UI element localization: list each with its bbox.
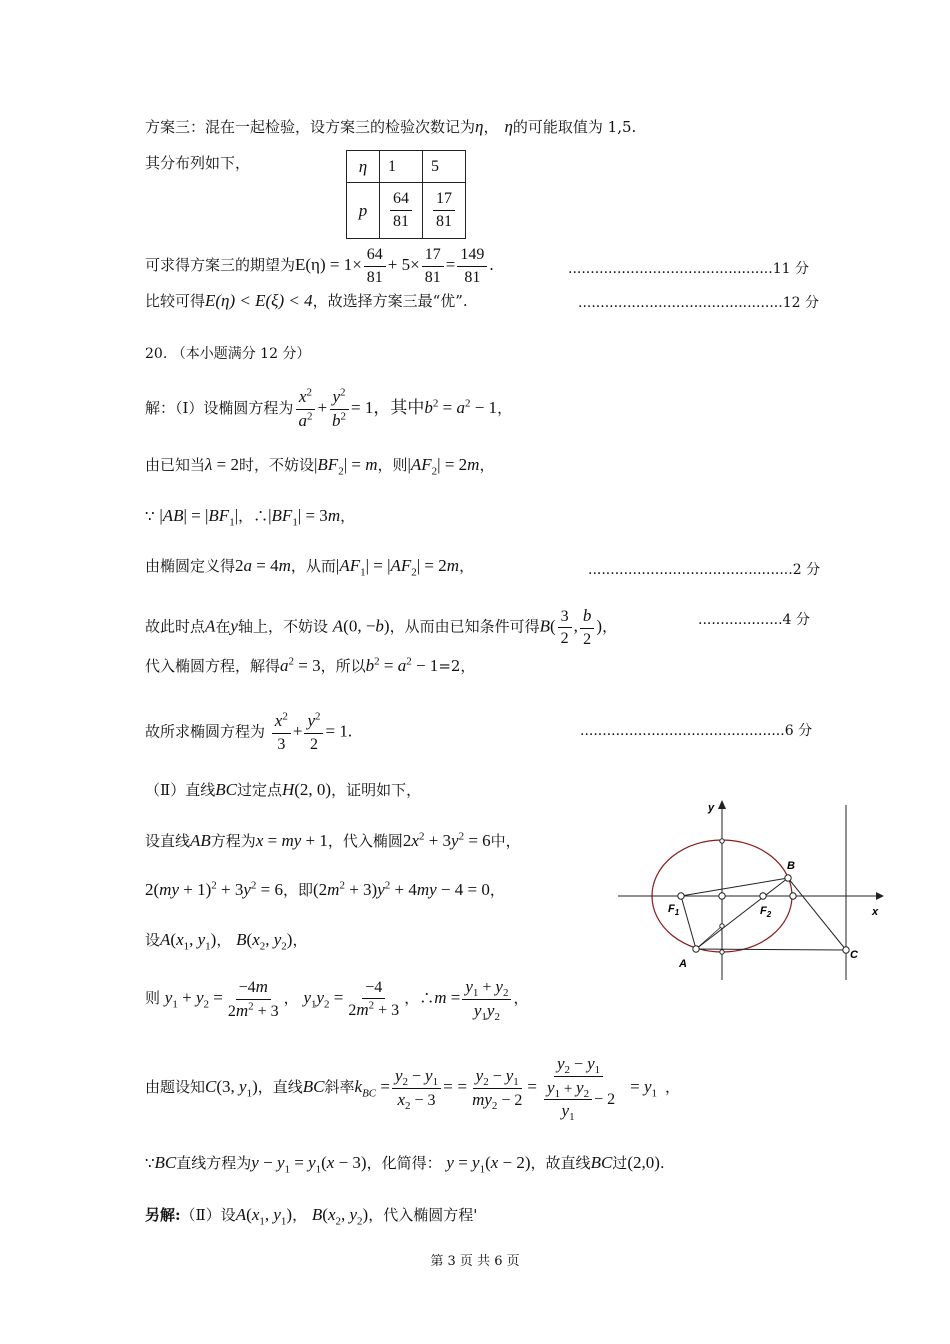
score-2: ..............................................2 分 xyxy=(588,562,821,578)
x-axis-arrow xyxy=(876,892,884,900)
alt-solution-label: 另解: xyxy=(145,1206,181,1224)
text: ， xyxy=(479,456,495,474)
text: 由题设知 xyxy=(145,1078,206,1097)
table-cell-5: 5 xyxy=(423,151,466,183)
formula: + 5× xyxy=(387,255,420,275)
segment-AC xyxy=(696,949,846,950)
point-y-top xyxy=(720,839,724,843)
formula: E(η) = 1× xyxy=(295,255,362,275)
text: ，故选择方案三最“优”. xyxy=(312,292,468,310)
text: ，从而由已知条件可得 xyxy=(389,617,540,636)
text: （Ⅱ）设 xyxy=(180,1206,236,1224)
text: ，化简得： xyxy=(366,1154,442,1172)
point-F1 xyxy=(678,893,684,899)
text: ，代入椭圆方程' xyxy=(368,1206,478,1224)
table-header-eta: η xyxy=(347,151,380,183)
text: 过定点 xyxy=(236,781,282,799)
text: ∵ xyxy=(145,507,155,525)
text: 的可能取值为 1,5. xyxy=(512,118,637,136)
point-origin xyxy=(719,893,725,899)
expectation-line: 可求得方案三的期望为E(η) = 1× $\frac{64}{81}$ + 5× $\frac{17}{81}$ = $\frac{149}{81}$ . xyxy=(145,246,494,286)
text: 故此时点 xyxy=(145,617,206,636)
text: 过 xyxy=(612,1154,628,1172)
text: ，即 xyxy=(282,881,313,899)
text: （Ⅱ）直线 xyxy=(145,781,216,799)
q20-line2: 由已知当λ = 2时，不妨设$|BF_2| = m$，则$|AF_2| = 2m$， xyxy=(145,455,495,478)
text: ， xyxy=(489,881,505,899)
label-y: y xyxy=(708,802,715,814)
text: 方案三：混在一起检验，设方案三的检验次数记为 xyxy=(145,118,476,136)
plan3-line1: 方案三：混在一起检验，设方案三的检验次数记为η， η的可能取值为 1,5. xyxy=(145,117,637,136)
text: ， xyxy=(459,557,475,575)
segment-F1B xyxy=(681,878,788,896)
point-H xyxy=(790,893,796,899)
text: ， xyxy=(602,617,618,636)
label-A: A xyxy=(679,958,687,970)
compare-line xyxy=(145,292,468,309)
q20-part2-line2: 设直线AB方程为x = my + 1，代入椭圆$2x^2 + 3y^2 = 6$中， xyxy=(145,830,521,850)
distribution-table xyxy=(346,150,466,239)
text: 由已知当 xyxy=(145,456,206,474)
formula: . xyxy=(489,255,494,275)
q20-line3: ∵ $|AB| = |BF_1|$，$\therefore|BF_1| = 3m$， xyxy=(145,506,356,529)
y-axis-arrow xyxy=(718,800,726,809)
segment-F1A xyxy=(681,896,696,949)
formula: = 1. xyxy=(325,721,353,741)
text: ， xyxy=(665,1078,681,1097)
label-x: x xyxy=(872,906,879,918)
text: ，代入椭圆 xyxy=(327,832,403,850)
text: 故所求椭圆方程为 xyxy=(145,722,266,741)
q20-part2-line5: 则 $y_1 + y_2$ = $\frac{-4m}{2m^2 + 3}$ ， $y_1y_2$ = $\frac{-4}{2m^2 + 3}$ ，∴m = $\frac{y_1 + y_2}{y_1y_2}$ ， xyxy=(145,977,529,1023)
text: 时，不妨设 xyxy=(238,456,314,474)
text: ，故直线 xyxy=(530,1154,591,1172)
text: ，直线 xyxy=(257,1078,303,1097)
alt-solution-line: 另解:（Ⅱ）设$A(x_1$, $y_1$)， $B(x_2$, $y_2$)，代入椭圆方程' xyxy=(145,1205,478,1228)
text: 中， xyxy=(490,832,521,850)
segment-Ab xyxy=(696,926,722,949)
text: ， xyxy=(292,1206,308,1224)
text: ∵ xyxy=(145,1154,155,1172)
label-F1: $F_1$ xyxy=(668,903,680,917)
segment-AB xyxy=(696,878,788,949)
ellipse-figure xyxy=(610,795,890,985)
q20-part2-line1: （Ⅱ）直线BC过定点H(2, 0)，证明如下， xyxy=(145,780,422,799)
text: 轴上，不妨设 xyxy=(237,617,328,636)
score-11: ..............................................11 分 xyxy=(568,261,809,277)
dist-intro: 其分布列如下， xyxy=(145,154,251,172)
text: ，从而 xyxy=(290,557,336,575)
text: 方程为 xyxy=(210,832,256,850)
text: 斜率 xyxy=(324,1078,355,1097)
formula: = 1，其中 xyxy=(351,398,425,418)
text: ， xyxy=(513,989,529,1008)
q20-line6: 代入椭圆方程，解得$a^2 = 3$，所以$b^2 = a^2 - 1=2$， xyxy=(145,655,476,675)
table-cell-p2: $\frac{17}{81}$ xyxy=(423,183,466,239)
text: ， xyxy=(292,931,308,949)
table-header-p: p xyxy=(347,183,380,239)
label-F2: $F_2$ xyxy=(760,905,772,919)
text: ， xyxy=(283,989,299,1008)
text: ， xyxy=(497,399,513,418)
text: 比较可得 xyxy=(145,292,206,310)
text: ，则 xyxy=(377,456,408,474)
q20-heading: 20. （本小题满分 12 分） xyxy=(145,346,311,362)
text: ， xyxy=(340,507,356,525)
text: ，证明如下， xyxy=(331,781,422,799)
text: 设 xyxy=(145,931,161,949)
q20-part2-line6: 由题设知C(3, $y_1$)，直线BC斜率$k_{BC}$ = $\frac{y_2 - y_1}{x_2 - 3}$ = = $\frac{y_2 - y_1}{my_2 - 2}$ = $y_2 - y_1$ $\frac{y_1 + y_2}{y_1}$ − 2 = $y_1$ ， xyxy=(145,1054,681,1124)
text: 设直线 xyxy=(145,832,191,850)
label-C: C xyxy=(850,949,858,961)
text: ，所以 xyxy=(320,657,366,675)
segment-BC xyxy=(788,878,846,950)
text: 则 xyxy=(145,989,161,1008)
score-4: ...................4 分 xyxy=(698,612,810,628)
text: . xyxy=(659,1154,665,1172)
text: 由椭圆定义得 xyxy=(145,557,236,575)
q20-part2-line4: 设$A(x_1$, $y_1$)， $B(x_2$, $y_2$)， xyxy=(145,930,308,953)
formula: = xyxy=(443,1077,453,1097)
formula: E(η) < E(ξ) < 4 xyxy=(205,291,313,310)
q20-part2-line3: $2(my + 1)^2 + 3y^2 = 6$，即$(2m^2 + 3)y^2 + 4my - 4 = 0$， xyxy=(145,879,505,899)
text: 在 xyxy=(215,617,231,636)
q20-part2-line7: ∵BC直线方程为$y - y_1 = y_1(x - 3)$，化简得： $y = y_1(x - 2)$，故直线BC过(2,0). xyxy=(145,1153,665,1176)
q20-line7: 故所求椭圆方程为 $\frac{x^2}{3}$ + $\frac{y^2}{2}$ = 1. xyxy=(145,710,353,753)
score-12: ..............................................12 分 xyxy=(578,295,819,311)
point-y-b xyxy=(720,924,724,928)
text: 解：（Ⅰ）设椭圆方程为 xyxy=(145,399,294,418)
q20-line4: 由椭圆定义得2a = 4m，从而$|AF_1| = |AF_2| = 2m$， xyxy=(145,556,475,579)
page-footer: 第 3 页 共 6 页 xyxy=(430,1254,520,1269)
text: ，∴ xyxy=(404,989,435,1008)
text: =2， xyxy=(438,657,476,675)
text: 代入椭圆方程，解得 xyxy=(145,657,281,675)
label-B: B xyxy=(787,860,795,872)
text: ， xyxy=(483,118,499,136)
text: 直线方程为 xyxy=(176,1154,252,1172)
point-A xyxy=(693,946,699,952)
score-6: ..............................................6 分 xyxy=(580,723,813,739)
point-F2 xyxy=(760,893,766,899)
point-y-bottom xyxy=(720,950,724,954)
formula: = xyxy=(445,255,456,275)
text: ，∴ xyxy=(238,507,269,525)
text: 可求得方案三的期望为 xyxy=(145,256,296,275)
q20-line5: 故此时点A在y轴上，不妨设 A(0, −b)，从而由已知条件可得B( $\frac{3}{2}$ , $\frac{b}{2}$ )， xyxy=(145,606,618,648)
table-cell-1: 1 xyxy=(380,151,423,183)
point-B xyxy=(785,875,791,881)
q20-line1: 解：（Ⅰ）设椭圆方程为 $\frac{x^2}{a^2}$ + $\frac{y^2}{b^2}$ = 1，其中$b^2 = a^2 - 1$， xyxy=(145,386,513,430)
table-cell-p1: $\frac{64}{81}$ xyxy=(380,183,423,239)
text: ， xyxy=(216,931,232,949)
point-C xyxy=(843,947,849,953)
